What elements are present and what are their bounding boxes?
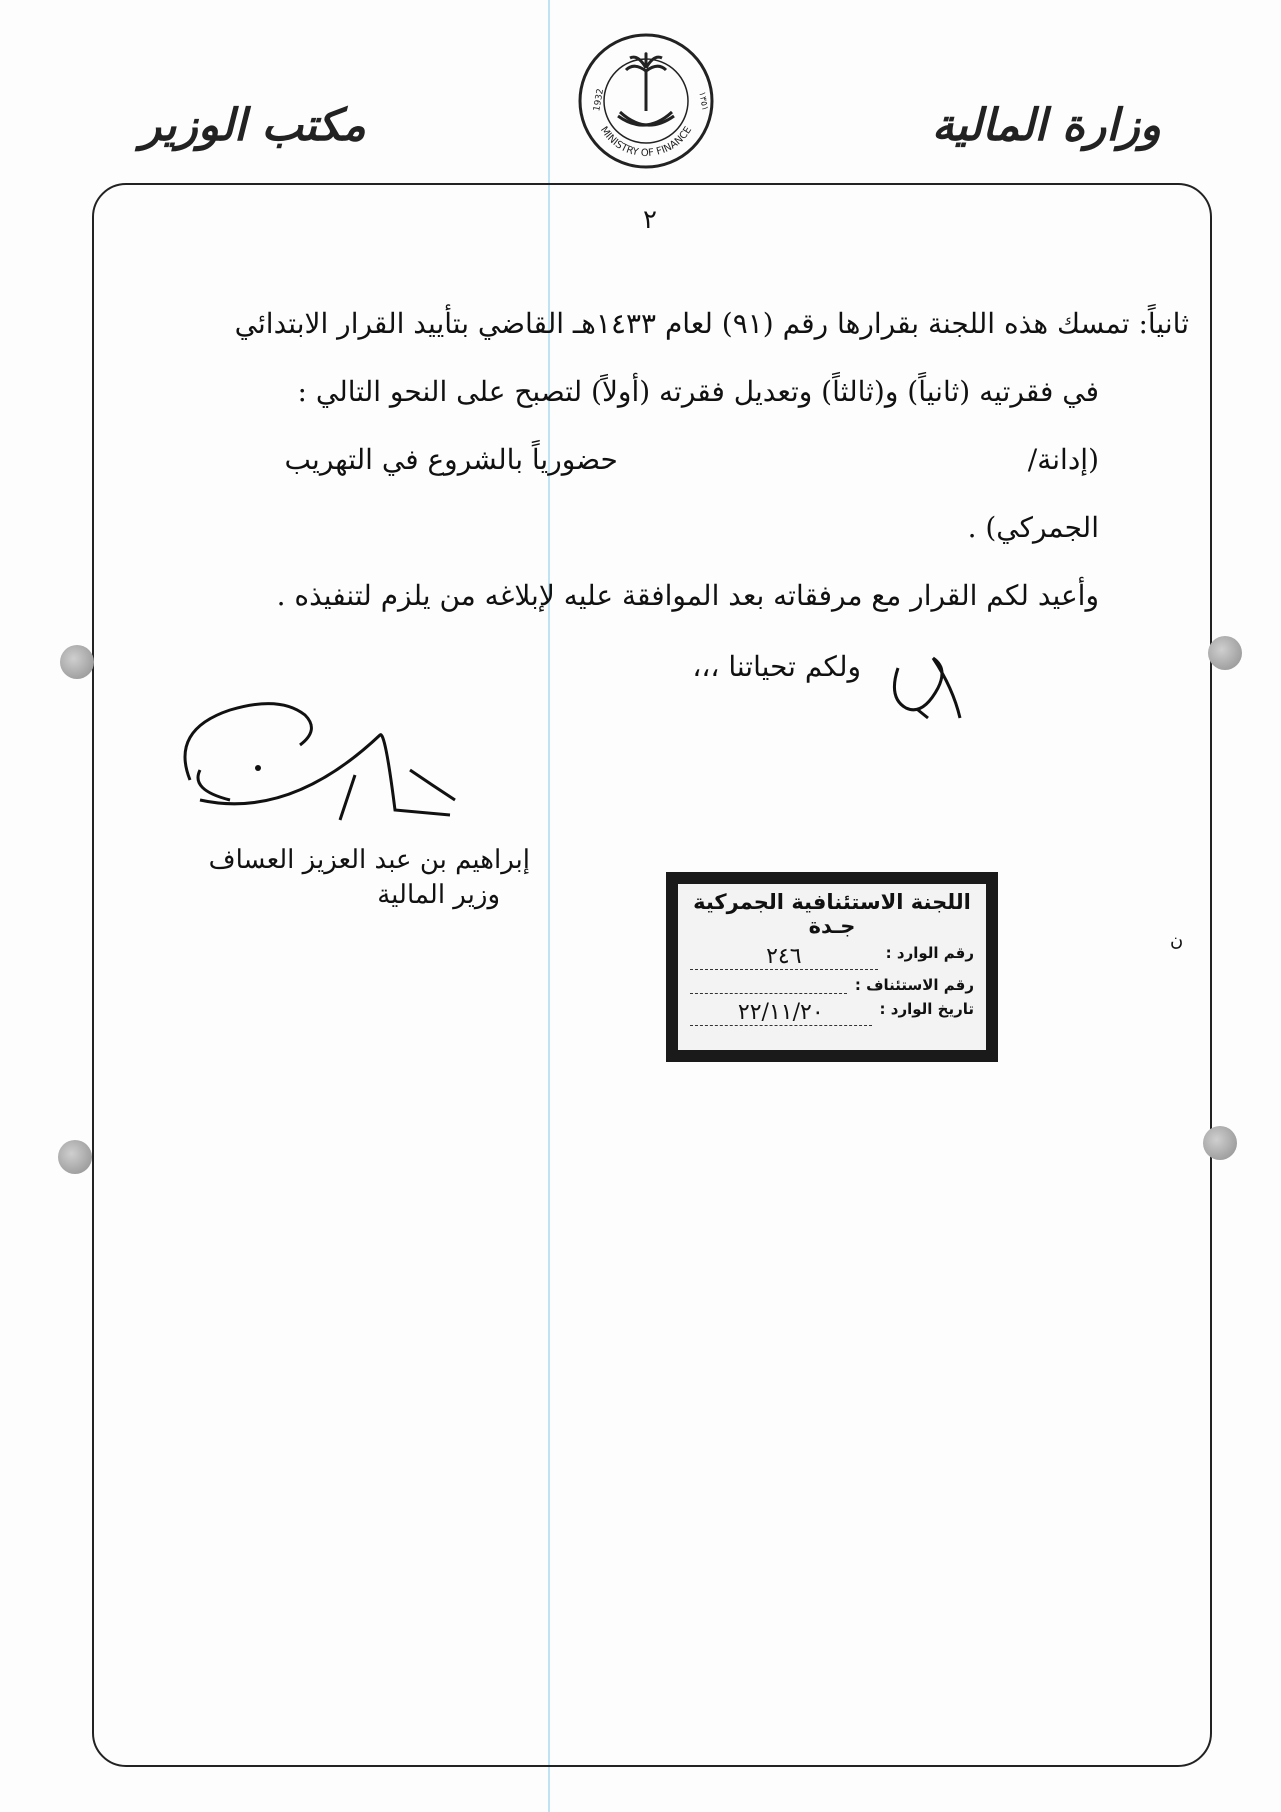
stamp-appeal-row xyxy=(678,976,986,994)
handwritten-signature xyxy=(170,690,480,840)
initials-mark xyxy=(878,648,973,723)
office-heading: مكتب الوزير xyxy=(140,100,366,151)
letter-body xyxy=(99,290,1189,630)
emblem-year-hijri: ١٣٥١ xyxy=(696,90,710,112)
stamp-appeal-label: رقم الاستئناف : xyxy=(854,976,974,994)
stamp-incoming-row xyxy=(678,944,986,970)
body-line-5 xyxy=(99,562,1189,630)
body-line-3 xyxy=(99,426,1189,494)
punch-hole xyxy=(1203,1126,1237,1160)
stamp-date-value: ٢٢/١١/٢٠ xyxy=(690,1000,872,1026)
stamp-date-label: تاريخ الوارد : xyxy=(879,1000,974,1018)
punch-hole xyxy=(58,1140,92,1174)
signatory-name: إبراهيم بن عبد العزيز العساف xyxy=(208,845,530,875)
closing-greeting: ولكم تحياتنا ،،، xyxy=(692,650,861,683)
body-line-2-text: في فقرتيه (ثانياً) و(ثالثاً) وتعديل فقرته (أولاً) لتصبح على النحو التالي : xyxy=(297,375,1099,408)
body-line-5-text: وأعيد لكم القرار مع مرفقاته بعد الموافقة عليه لإبلاغه من يلزم لتنفيذه . xyxy=(276,579,1099,612)
body-line-1: ثانياً: تمسك هذه اللجنة بقرارها رقم (٩١) لعام ١٤٣٣هـ القاضي بتأييد القرار الابتدائي xyxy=(234,307,1189,340)
body-line-3-a: (إدانة/ xyxy=(1027,443,1099,476)
stamp-date-row xyxy=(678,1000,986,1026)
received-stamp xyxy=(666,872,998,1062)
body-line-3-b: حضورياً بالشروع في التهريب xyxy=(284,443,618,476)
margin-mark: ن xyxy=(1170,930,1184,951)
body-line-2 xyxy=(99,358,1189,426)
stamp-title: اللجنة الاستئنافية الجمركية xyxy=(693,890,971,914)
body-line-4 xyxy=(99,494,1189,562)
ministry-heading: وزارة المالية xyxy=(931,100,1161,151)
stamp-incoming-value: ٢٤٦ xyxy=(690,944,878,970)
emblem-year: 1932 xyxy=(592,87,607,113)
punch-hole xyxy=(1208,636,1242,670)
ministry-emblem-icon xyxy=(576,26,716,176)
punch-hole xyxy=(60,645,94,679)
body-line-4-text: الجمركي) . xyxy=(967,511,1099,544)
stamp-city: جـدة xyxy=(808,914,856,938)
emblem-text: MINISTRY OF FINANCE xyxy=(597,124,695,160)
page-number: ٢ xyxy=(643,205,657,235)
signatory-title: وزير المالية xyxy=(377,880,500,910)
stamp-incoming-label: رقم الوارد : xyxy=(885,944,974,962)
svg-text:MINISTRY OF FINANCE xyxy=(598,125,694,159)
